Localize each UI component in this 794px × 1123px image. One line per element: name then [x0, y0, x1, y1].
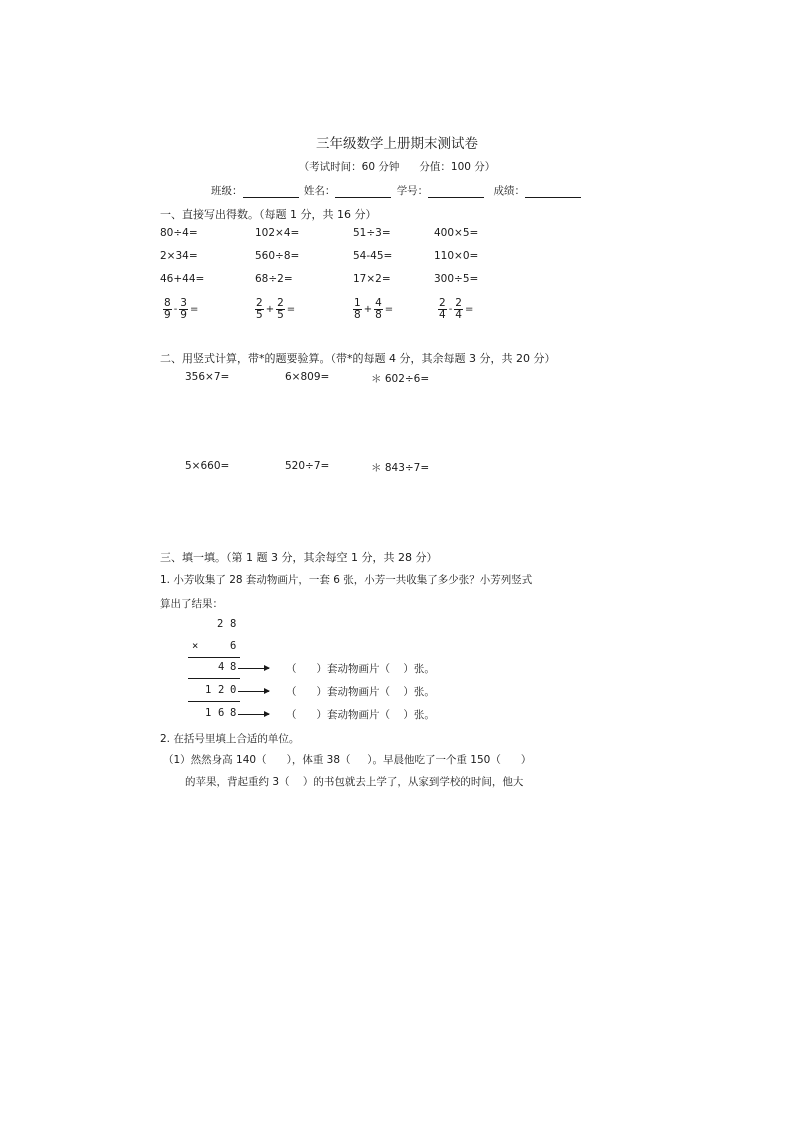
class-blank[interactable]	[243, 187, 299, 198]
s1-item: 102×4=	[255, 227, 300, 239]
vertical-rule	[188, 678, 240, 679]
class-label: 班级：	[211, 185, 243, 197]
question2-1-line2: 的苹果，背起重约 3（ ）的书包就去上学了，从家到学校的时间，他大	[185, 776, 524, 788]
partial-digit: 1	[205, 707, 212, 719]
fraction-expression: $\frac{1}{8}$ + $\frac{4}{8}$ =	[354, 297, 394, 321]
s2-item: 356×7=	[185, 371, 230, 383]
partial-digit: 4	[218, 661, 225, 673]
s1-item: 51÷3=	[353, 227, 391, 239]
s1-item: 80÷4=	[160, 227, 198, 239]
s2-item: 5×660=	[185, 460, 230, 472]
question2: 2. 在括号里填上合适的单位。	[160, 733, 300, 745]
s2-item: ＊ 843÷7=	[371, 462, 430, 474]
fill-blank-line: （ ）套动物画片（ ）张。	[286, 663, 435, 675]
s1-item: 400×5=	[434, 227, 479, 239]
times-sign: ×	[192, 640, 199, 652]
partial-digit: 8	[230, 707, 237, 719]
number-blank[interactable]	[428, 187, 484, 198]
vertical-digit: 2	[217, 618, 224, 630]
s2-item: ＊ 602÷6=	[371, 373, 430, 385]
vertical-rule	[188, 701, 240, 702]
s1-item: 17×2=	[353, 273, 391, 285]
fill-blank-line: （ ）套动物画片（ ）张。	[286, 686, 435, 698]
score-blank[interactable]	[525, 187, 581, 198]
question2-1-line1: （1）然然身高 140（ ），体重 38（ ）。早晨他吃了一个重 150（ ）	[163, 754, 532, 766]
section2-heading: 二、用竖式计算，带*的题要验算。（带*的每题 4 分，其余每题 3 分，共 20 分）	[160, 352, 556, 365]
name-blank[interactable]	[335, 187, 391, 198]
number-label: 学号：	[396, 185, 429, 197]
vertical-digit: 6	[230, 640, 237, 652]
fraction-expression: $\frac{2}{5}$ + $\frac{2}{5}$ =	[256, 297, 296, 321]
arrow-icon	[238, 691, 269, 692]
section3-heading: 三、填一填。（第 1 题 3 分，其余每空 1 分，共 28 分）	[160, 551, 438, 564]
fraction-expression: $\frac{2}{4}$ - $\frac{2}{4}$ =	[439, 297, 474, 321]
partial-digit: 6	[218, 707, 225, 719]
s1-item: 300÷5=	[434, 273, 479, 285]
s1-item: 46+44=	[160, 273, 205, 285]
partial-digit: 8	[230, 661, 237, 673]
arrow-icon	[238, 668, 269, 669]
partial-digit: 2	[218, 684, 225, 696]
student-info-row	[211, 183, 583, 198]
s2-item: 6×809=	[285, 371, 330, 383]
page-title: 三年级数学上册期末测试卷	[316, 136, 478, 152]
vertical-rule	[188, 657, 240, 658]
s1-item: 68÷2=	[255, 273, 293, 285]
question1-line2: 算出了结果：	[160, 598, 223, 610]
s1-item: 2×34=	[160, 250, 198, 262]
exam-info: （考试时间：60 分钟 分值：100 分）	[298, 161, 496, 173]
fill-blank-line: （ ）套动物画片（ ）张。	[286, 709, 435, 721]
s1-item: 54-45=	[353, 250, 393, 262]
question1-line1: 1. 小芳收集了 28 套动物画片，一套 6 张，小芳一共收集了多少张？小芳列竖式	[160, 574, 533, 586]
arrow-icon	[238, 714, 269, 715]
name-label: 姓名：	[303, 185, 336, 197]
vertical-digit: 8	[230, 618, 237, 630]
fraction-expression: $\frac{8}{9}$ - $\frac{3}{9}$ =	[164, 297, 199, 321]
s1-item: 110×0=	[434, 250, 479, 262]
partial-digit: 0	[230, 684, 237, 696]
s2-item: 520÷7=	[285, 460, 330, 472]
section1-heading: 一、直接写出得数。（每题 1 分，共 16 分）	[160, 208, 377, 221]
s1-item: 560÷8=	[255, 250, 300, 262]
partial-digit: 1	[205, 684, 212, 696]
score-label: 成绩：	[493, 185, 526, 197]
